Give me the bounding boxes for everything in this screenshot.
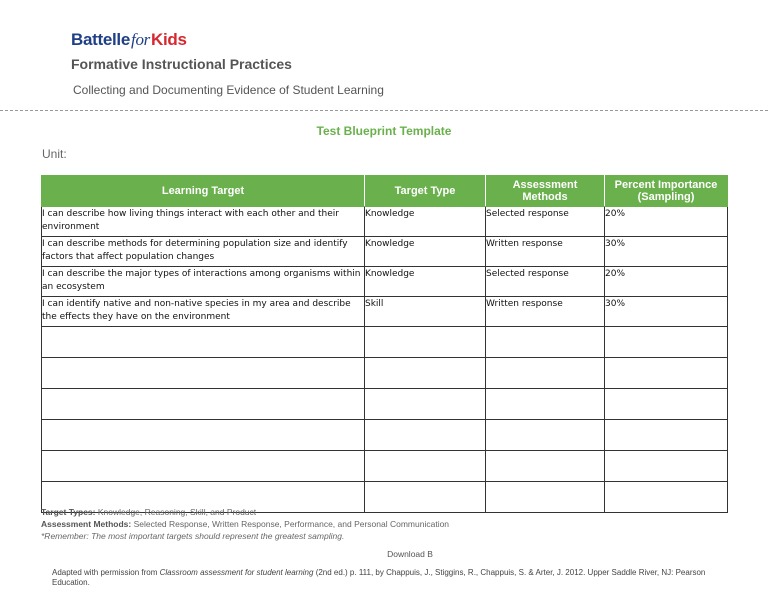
- cell-learning-target[interactable]: I can describe methods for determining population size and identify factors that affect population changes: [42, 237, 365, 267]
- cell-target-type[interactable]: [365, 451, 486, 482]
- battelle-for-kids-logo: [71, 30, 187, 50]
- target-types-note: [41, 506, 449, 518]
- cell-assessment-method[interactable]: Selected response: [486, 207, 605, 237]
- citation-suffix: (2nd ed.) p. 111, by Chappuis, J., Stiggins, R., Chappuis, S. & Arter, J. 2012. Upper Saddle River, NJ: Pearson Education.: [52, 568, 706, 587]
- table-row: [42, 237, 728, 267]
- table-header-row: [42, 176, 728, 207]
- cell-learning-target[interactable]: I can describe the major types of interactions among organisms within an ecosystem: [42, 267, 365, 297]
- cell-target-type[interactable]: Knowledge: [365, 237, 486, 267]
- unit-label: Unit:: [42, 147, 67, 161]
- cell-assessment-method[interactable]: [486, 420, 605, 451]
- remember-note: *Remember: The most important targets should represent the greatest sampling.: [41, 531, 345, 541]
- assessment-methods-label: Assessment Methods:: [41, 519, 132, 529]
- target-types-text: Knowledge, Reasoning, Skill, and Product: [95, 507, 257, 517]
- logo-for: for: [131, 30, 150, 49]
- cell-learning-target[interactable]: [42, 389, 365, 420]
- cell-learning-target[interactable]: I can describe how living things interact with each other and their environment: [42, 207, 365, 237]
- cell-learning-target[interactable]: I can identify native and non-native species in my area and describe the effects they have on the environment: [42, 297, 365, 327]
- logo-battelle: Battelle: [71, 30, 131, 49]
- cell-learning-target[interactable]: [42, 358, 365, 389]
- cell-assessment-method[interactable]: [486, 327, 605, 358]
- cell-assessment-method[interactable]: Written response: [486, 237, 605, 267]
- dashed-divider: [0, 110, 768, 111]
- blueprint-table: [41, 175, 728, 513]
- cell-assessment-method[interactable]: [486, 451, 605, 482]
- citation-prefix: Adapted with permission from: [52, 568, 160, 577]
- table-row: [42, 358, 728, 389]
- org-title: Formative Instructional Practices: [71, 56, 292, 72]
- cell-target-type[interactable]: Knowledge: [365, 267, 486, 297]
- cell-assessment-method[interactable]: Selected response: [486, 267, 605, 297]
- cell-target-type[interactable]: [365, 358, 486, 389]
- cell-target-type[interactable]: [365, 389, 486, 420]
- citation-title: Classroom assessment for student learning: [159, 568, 314, 577]
- cell-learning-target[interactable]: [42, 420, 365, 451]
- cell-assessment-method[interactable]: [486, 389, 605, 420]
- cell-assessment-method[interactable]: [486, 358, 605, 389]
- table-row: [42, 389, 728, 420]
- cell-percent[interactable]: 20%: [605, 267, 728, 297]
- table-row: [42, 451, 728, 482]
- notes-block: [41, 506, 449, 542]
- cell-percent[interactable]: 30%: [605, 237, 728, 267]
- citation: [52, 568, 732, 588]
- cell-percent[interactable]: [605, 420, 728, 451]
- cell-percent[interactable]: [605, 358, 728, 389]
- header-assessment-methods: Assessment Methods: [486, 176, 605, 207]
- target-types-label: Target Types:: [41, 507, 96, 517]
- assessment-methods-text: Selected Response, Written Response, Performance, and Personal Communication: [131, 519, 450, 529]
- table-row: [42, 327, 728, 358]
- cell-percent[interactable]: [605, 389, 728, 420]
- cell-target-type[interactable]: Skill: [365, 297, 486, 327]
- cell-target-type[interactable]: Knowledge: [365, 207, 486, 237]
- cell-percent[interactable]: [605, 327, 728, 358]
- cell-assessment-method[interactable]: Written response: [486, 297, 605, 327]
- cell-assessment-method[interactable]: [486, 482, 605, 513]
- cell-percent[interactable]: [605, 482, 728, 513]
- cell-target-type[interactable]: [365, 420, 486, 451]
- logo-kids: Kids: [150, 30, 187, 49]
- table-row: [42, 297, 728, 327]
- assessment-methods-note: [41, 518, 449, 530]
- cell-learning-target[interactable]: [42, 451, 365, 482]
- document-title: Test Blueprint Template: [316, 124, 452, 138]
- cell-target-type[interactable]: [365, 327, 486, 358]
- cell-percent[interactable]: 30%: [605, 297, 728, 327]
- cell-learning-target[interactable]: [42, 327, 365, 358]
- org-subtitle: Collecting and Documenting Evidence of Student Learning: [73, 83, 384, 97]
- table-row: [42, 207, 728, 237]
- download-label: Download B: [387, 549, 433, 559]
- header-learning-target: Learning Target: [42, 176, 365, 207]
- cell-percent[interactable]: 20%: [605, 207, 728, 237]
- cell-percent[interactable]: [605, 451, 728, 482]
- header-percent-importance: Percent Importance (Sampling): [605, 176, 728, 207]
- header-target-type: Target Type: [365, 176, 486, 207]
- table-row: [42, 267, 728, 297]
- table-row: [42, 420, 728, 451]
